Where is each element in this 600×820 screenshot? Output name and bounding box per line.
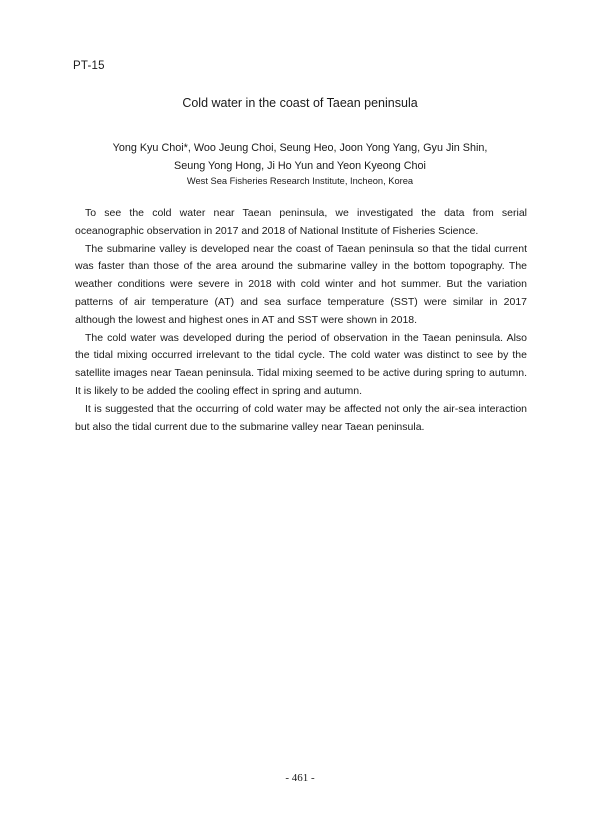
paper-title: Cold water in the coast of Taean peninsula bbox=[182, 96, 418, 110]
paragraph-2: The submarine valley is developed near the coast of Taean peninsula so that the tidal current was faster than those of the area around the submarine valley in the bottom topography. The weather conditions were severe in 2018 with cold winter and hot summer. But the variation patterns of air temperature (AT) and sea surface temperature (SST) were similar in 2017 although the lowest and highest ones in AT and SST were shown in 2018. bbox=[75, 242, 527, 326]
page-number: - 461 - bbox=[285, 772, 315, 784]
author-line-2: Seung Yong Hong, Ji Ho Yun and Yeon Kyeong Choi bbox=[174, 160, 426, 172]
abstract-body bbox=[75, 205, 527, 436]
paragraph-1: To see the cold water near Taean peninsula, we investigated the data from serial oceanographic observation in 2017 and 2018 of National Institute of Fisheries Science. bbox=[75, 207, 527, 237]
paragraph-3: The cold water was developed during the period of observation in the Taean peninsula. Also the tidal mixing occurred irrelevant to the tidal cycle. The cold water was distinct to see by the satellite images near Taean peninsula. Tidal mixing seemed to be active during spring to autumn. It is likely to be added the cooling effect in spring and autumn. bbox=[75, 331, 527, 397]
session-code: PT-15 bbox=[73, 60, 105, 72]
paragraph-4: It is suggested that the occurring of cold water may be affected not only the air-sea interaction but also the tidal current due to the submarine valley near Taean peninsula. bbox=[75, 402, 527, 433]
author-line-1: Yong Kyu Choi*, Woo Jeung Choi, Seung Heo, Joon Yong Yang, Gyu Jin Shin, bbox=[112, 142, 488, 154]
affiliation: West Sea Fisheries Research Institute, Incheon, Korea bbox=[186, 176, 414, 186]
author-list bbox=[0, 139, 600, 175]
